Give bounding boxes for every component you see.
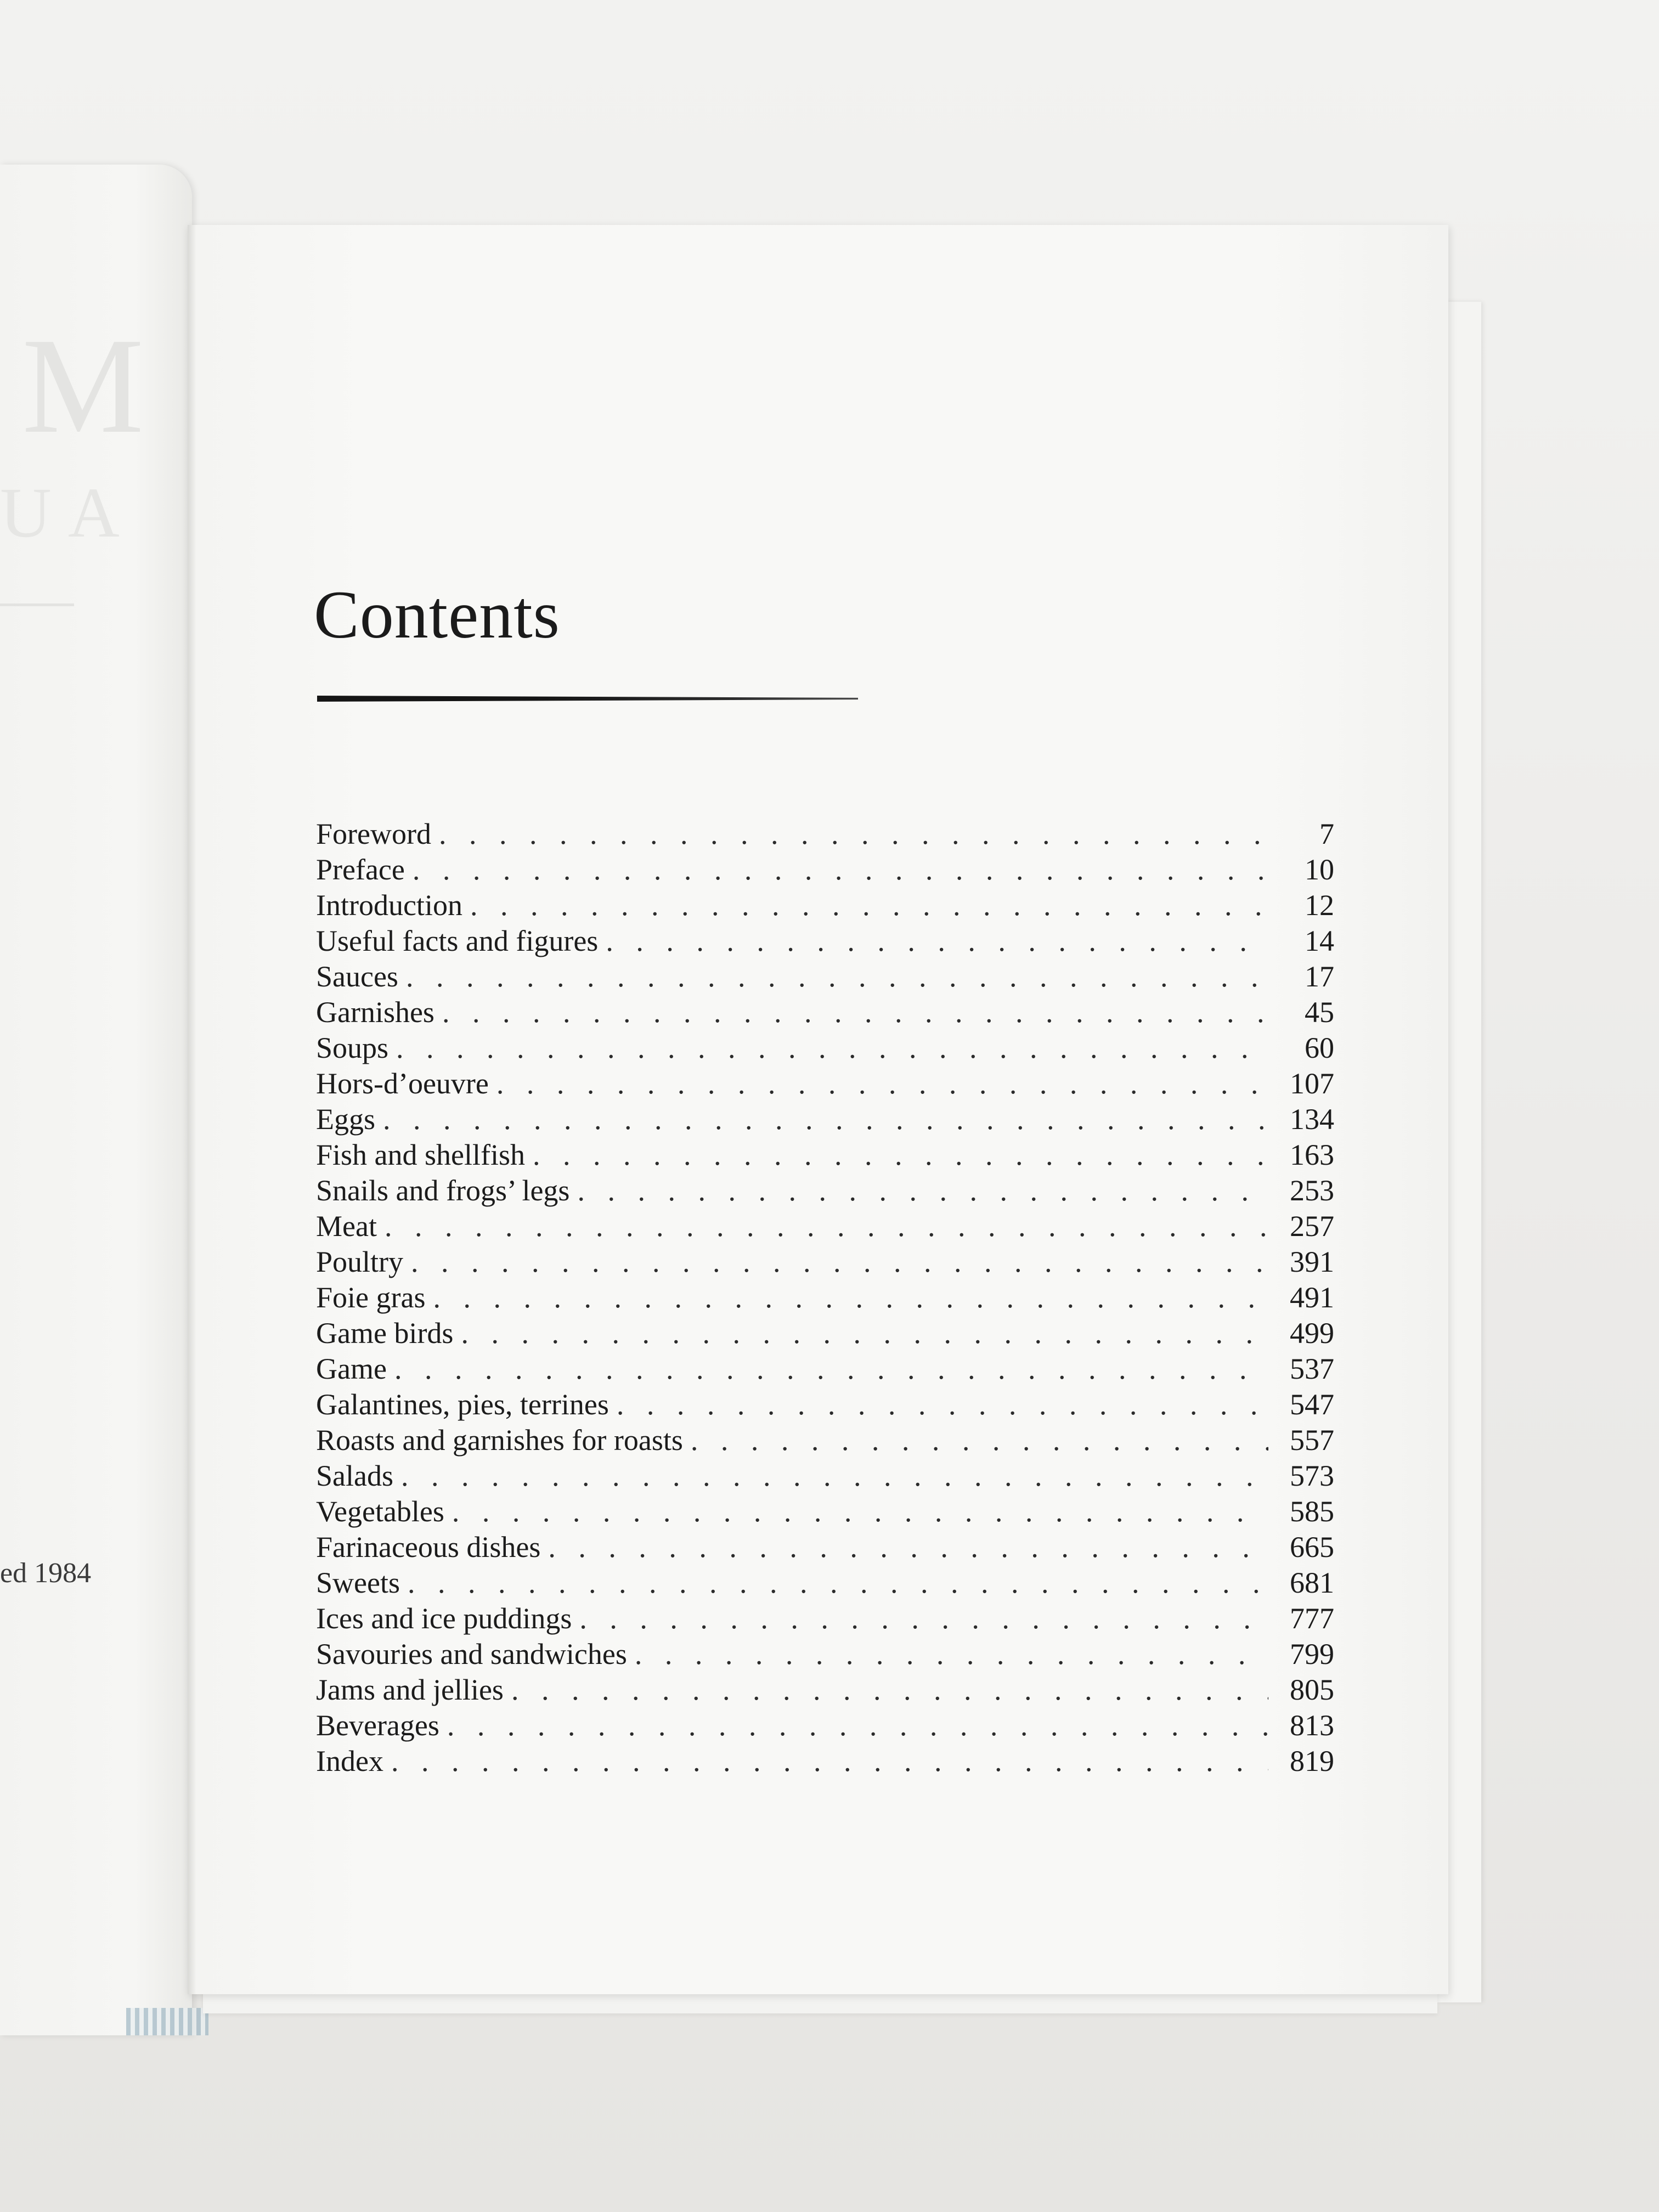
toc-entry-page-number: 17: [1305, 960, 1334, 993]
toc-entry-title: Sweets: [316, 1566, 400, 1599]
toc-entry: [316, 888, 1334, 923]
dot-leader: [413, 852, 1268, 888]
toc-entry-title: Meat: [316, 1210, 377, 1243]
show-through-letter: M: [22, 310, 144, 462]
toc-entry: [316, 1244, 1334, 1280]
toc-entry-page-number: 134: [1290, 1103, 1334, 1136]
dot-leader: [442, 995, 1268, 1030]
dot-leader: [411, 1244, 1268, 1280]
toc-entry-title: Garnishes: [316, 996, 435, 1029]
toc-entry-title: Eggs: [316, 1103, 375, 1136]
toc-entry-title: Soups: [316, 1031, 389, 1064]
toc-entry: [316, 816, 1334, 852]
toc-entry-title: Galantines, pies, terrines: [316, 1388, 609, 1421]
toc-entry-page-number: 665: [1290, 1531, 1334, 1564]
toc-entry-title: Useful facts and figures: [316, 924, 599, 957]
dot-leader: [391, 1743, 1268, 1779]
toc-entry: [316, 923, 1334, 959]
toc-entry-page-number: 7: [1319, 817, 1334, 850]
toc-entry-title: Farinaceous dishes: [316, 1531, 541, 1564]
left-facing-page: [0, 165, 192, 2035]
toc-entry-page-number: 257: [1290, 1210, 1334, 1243]
toc-entry-title: Ices and ice puddings: [316, 1602, 572, 1635]
toc-entry-page-number: 557: [1290, 1424, 1334, 1457]
page-gutter: [188, 225, 196, 1994]
toc-entry-page-number: 805: [1290, 1673, 1334, 1706]
toc-entry: [316, 1351, 1334, 1387]
dot-leader: [396, 1030, 1268, 1066]
toc-entry: [316, 1316, 1334, 1351]
toc-entry-page-number: 45: [1305, 996, 1334, 1029]
toc-entry-page-number: 12: [1305, 889, 1334, 922]
toc-entry-page-number: 537: [1290, 1352, 1334, 1385]
contents-page: [188, 225, 1448, 1994]
toc-entry-title: Savouries and sandwiches: [316, 1638, 627, 1671]
dot-leader: [617, 1387, 1268, 1423]
toc-entry: [316, 1601, 1334, 1637]
toc-entry-page-number: 10: [1305, 853, 1334, 886]
dot-leader: [439, 816, 1268, 852]
toc-entry-page-number: 547: [1290, 1388, 1334, 1421]
toc-entry-page-number: 391: [1290, 1245, 1334, 1278]
dot-leader: [401, 1458, 1268, 1494]
toc-entry-page-number: 60: [1305, 1031, 1334, 1064]
dot-leader: [606, 923, 1268, 959]
toc-entry: [316, 1209, 1334, 1244]
title-underline-rule: [317, 696, 858, 702]
toc-entry: [316, 1423, 1334, 1458]
toc-entry: [316, 995, 1334, 1030]
dot-leader: [470, 888, 1268, 923]
dot-leader: [533, 1137, 1268, 1173]
toc-entry-page-number: 499: [1290, 1317, 1334, 1350]
toc-entry: [316, 1672, 1334, 1708]
toc-entry: [316, 1280, 1334, 1316]
toc-entry: [316, 1743, 1334, 1779]
toc-entry-title: Salads: [316, 1459, 393, 1492]
toc-entry-page-number: 681: [1290, 1566, 1334, 1599]
toc-entry: [316, 1030, 1334, 1066]
toc-entry-title: Sauces: [316, 960, 398, 993]
toc-entry-page-number: 777: [1290, 1602, 1334, 1635]
dot-leader: [461, 1316, 1268, 1351]
toc-entry-page-number: 799: [1290, 1638, 1334, 1671]
toc-entry: [316, 1637, 1334, 1672]
dot-leader: [433, 1280, 1268, 1316]
toc-entry-title: Index: [316, 1745, 383, 1778]
show-through-rule: [0, 603, 74, 606]
toc-entry: [316, 1173, 1334, 1209]
toc-entry: [316, 1137, 1334, 1173]
toc-entry-title: Foreword: [316, 817, 431, 850]
toc-entry: [316, 1530, 1334, 1565]
toc-entry-page-number: 163: [1290, 1138, 1334, 1171]
toc-entry-title: Foie gras: [316, 1281, 426, 1314]
toc-entry-title: Roasts and garnishes for roasts: [316, 1424, 683, 1457]
dot-leader: [577, 1173, 1268, 1209]
toc-entry: [316, 1066, 1334, 1102]
dot-leader: [408, 1565, 1268, 1601]
dot-leader: [548, 1530, 1268, 1565]
toc-entry: [316, 959, 1334, 995]
dot-leader: [691, 1423, 1268, 1458]
toc-entry-page-number: 14: [1305, 924, 1334, 957]
toc-entry-title: Beverages: [316, 1709, 439, 1742]
dot-leader: [579, 1601, 1268, 1637]
dot-leader: [383, 1102, 1268, 1137]
toc-entry-page-number: 813: [1290, 1709, 1334, 1742]
dot-leader: [635, 1637, 1268, 1672]
toc-entry-title: Hors-d’oeuvre: [316, 1067, 489, 1100]
page-title: Contents: [314, 577, 560, 652]
toc-entry: [316, 1494, 1334, 1530]
toc-entry: [316, 1565, 1334, 1601]
toc-entry-title: Fish and shellfish: [316, 1138, 526, 1171]
toc-entry-page-number: 491: [1290, 1281, 1334, 1314]
binding-edge: [126, 2008, 208, 2035]
toc-entry: [316, 1102, 1334, 1137]
toc-entry: [316, 852, 1334, 888]
dot-leader: [394, 1351, 1268, 1387]
table-of-contents: [316, 816, 1334, 1779]
toc-entry-title: Game: [316, 1352, 387, 1385]
toc-entry-page-number: 573: [1290, 1459, 1334, 1492]
toc-entry-page-number: 585: [1290, 1495, 1334, 1528]
toc-entry-title: Snails and frogs’ legs: [316, 1174, 570, 1207]
toc-entry: [316, 1458, 1334, 1494]
toc-entry-title: Vegetables: [316, 1495, 444, 1528]
toc-entry-title: Preface: [316, 853, 405, 886]
dot-leader: [447, 1708, 1268, 1743]
toc-entry-title: Introduction: [316, 889, 462, 922]
toc-entry: [316, 1708, 1334, 1743]
show-through-letters: UA: [0, 473, 136, 552]
toc-entry-title: Jams and jellies: [316, 1673, 504, 1706]
dot-leader: [511, 1672, 1268, 1708]
toc-entry-title: Game birds: [316, 1317, 454, 1350]
toc-entry-page-number: 107: [1290, 1067, 1334, 1100]
toc-entry-page-number: 819: [1290, 1745, 1334, 1778]
toc-entry: [316, 1387, 1334, 1423]
publication-date-fragment: ed 1984: [0, 1558, 92, 1589]
dot-leader: [385, 1209, 1268, 1244]
dot-leader: [496, 1066, 1268, 1102]
dot-leader: [406, 959, 1268, 995]
dot-leader: [452, 1494, 1268, 1530]
toc-entry-title: Poultry: [316, 1245, 404, 1278]
toc-entry-page-number: 253: [1290, 1174, 1334, 1207]
